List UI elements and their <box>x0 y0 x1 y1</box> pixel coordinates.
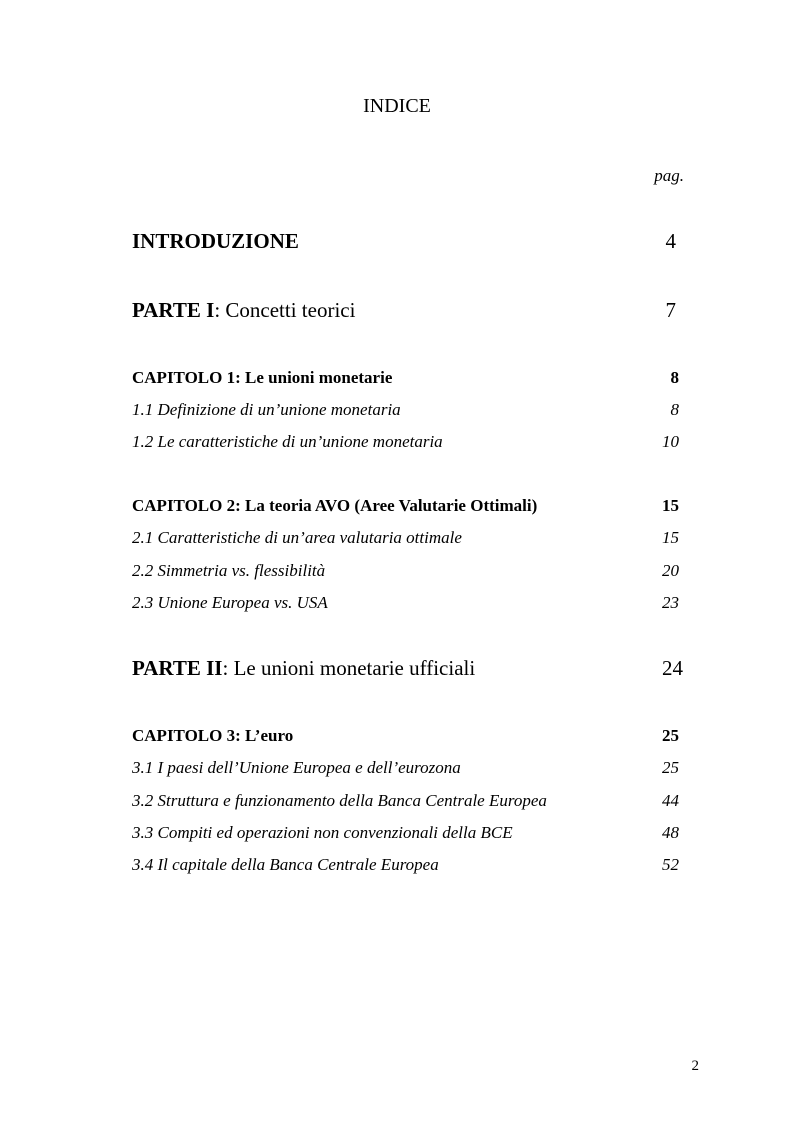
toc-entry-page: 23 <box>662 593 679 612</box>
toc-entry-page: 15 <box>662 496 679 515</box>
toc-entry-label: 2.2 Simmetria vs. flessibilità <box>132 561 326 580</box>
toc-entry-label: CAPITOLO 1: Le unioni monetarie <box>132 368 393 387</box>
toc-entry-page: 25 <box>662 758 679 777</box>
toc-entry-label <box>132 298 355 323</box>
toc-entry-page: 7 <box>665 298 676 322</box>
toc-entry-page: 8 <box>670 368 679 387</box>
toc-entry-page: 48 <box>662 823 679 842</box>
part-number: PARTE I <box>132 298 215 322</box>
toc-entry-label: CAPITOLO 2: La teoria AVO (Aree Valutarie Ottimali) <box>132 496 538 515</box>
page-title: INDICE <box>363 95 431 117</box>
toc-entry-page: 44 <box>662 791 679 810</box>
page-column-header: pag. <box>654 166 684 185</box>
toc-entry-label <box>132 656 475 681</box>
toc-entry-label: 2.1 Caratteristiche di un’area valutaria ottimale <box>132 528 462 547</box>
toc-entry-page: 8 <box>670 400 679 419</box>
toc-entry-page: 15 <box>662 528 679 547</box>
page-number: 2 <box>691 1058 699 1074</box>
toc-entry-page: 25 <box>662 726 679 745</box>
toc-entry-label: 1.1 Definizione di un’unione monetaria <box>132 400 401 419</box>
toc-entry-label: 3.4 Il capitale della Banca Centrale Europea <box>132 855 439 874</box>
part-title: : Concetti teorici <box>214 298 356 322</box>
toc-entry-label: INTRODUZIONE <box>132 229 299 253</box>
toc-entry-label: 3.1 I paesi dell’Unione Europea e dell’eurozona <box>132 758 461 777</box>
toc-entry-label: 2.3 Unione Europea vs. USA <box>132 593 328 612</box>
toc-entry-label: CAPITOLO 3: L’euro <box>132 726 294 745</box>
toc-entry-page: 4 <box>665 229 676 253</box>
toc-entry-page: 52 <box>662 855 679 874</box>
part-number: PARTE II <box>132 656 223 680</box>
toc-entry-label: 3.2 Struttura e funzionamento della Banca Centrale Europea <box>132 791 547 810</box>
toc-entry-label: 1.2 Le caratteristiche di un’unione monetaria <box>132 432 443 451</box>
toc-entry-page: 10 <box>662 432 679 451</box>
part-title: : Le unioni monetarie ufficiali <box>222 656 476 680</box>
toc-entry-page: 24 <box>662 656 683 680</box>
toc-entry-page: 20 <box>662 561 679 580</box>
toc-entry-label: 3.3 Compiti ed operazioni non convenzionali della BCE <box>132 823 513 842</box>
